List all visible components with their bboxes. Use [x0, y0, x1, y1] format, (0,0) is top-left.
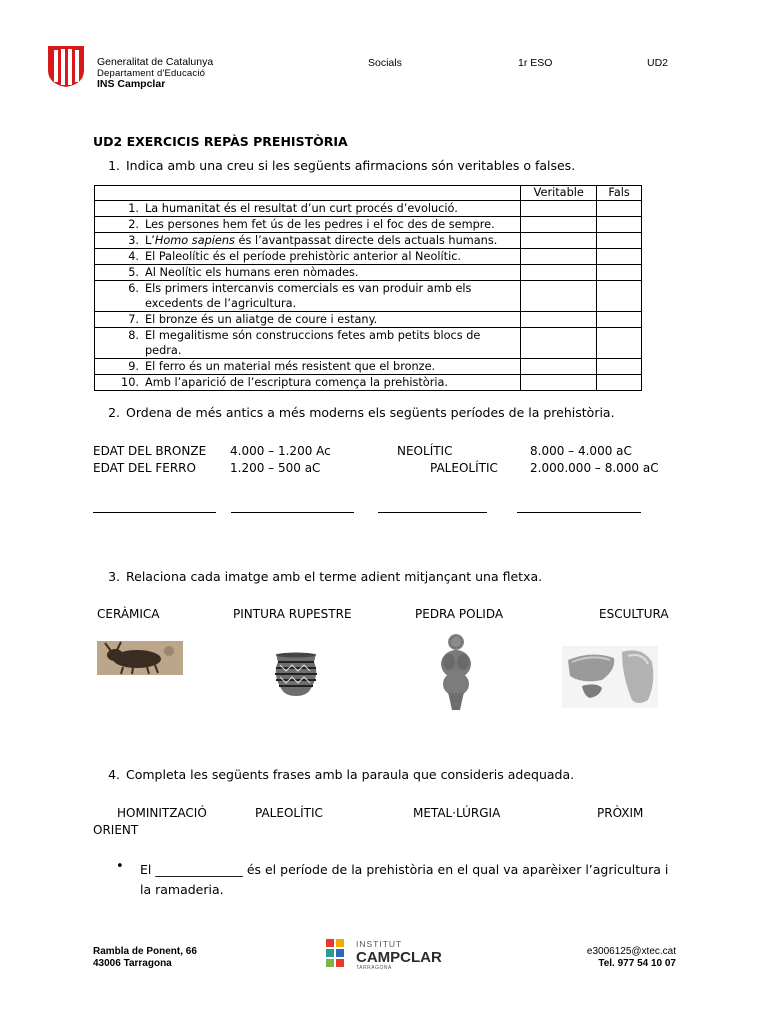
true-checkbox-cell[interactable]	[521, 281, 597, 312]
polished-stone-tools-image	[562, 646, 658, 708]
footer-contact	[520, 946, 676, 970]
row-statement: Amb l’aparició de l’escriptura comença la prehistòria.	[145, 376, 449, 389]
word-bank-item: METAL·LÚRGIA	[413, 806, 501, 820]
true-checkbox-cell[interactable]	[521, 375, 597, 391]
false-checkbox-cell[interactable]	[597, 359, 642, 375]
false-checkbox-cell[interactable]	[597, 217, 642, 233]
address-line-1: Rambla de Ponent, 66	[93, 946, 197, 957]
question-1	[93, 158, 575, 173]
answer-line[interactable]	[378, 512, 487, 513]
false-checkbox-cell[interactable]	[597, 233, 642, 249]
subject-label: Socials	[368, 57, 402, 69]
question-number: 1.	[108, 158, 120, 173]
question-number: 4.	[108, 767, 120, 782]
false-checkbox-cell[interactable]	[597, 281, 642, 312]
header-false: Fals	[597, 186, 642, 201]
word-bank-item: PRÒXIM	[597, 806, 644, 820]
table-row	[95, 265, 642, 281]
word-bank-item: HOMINITZACIÓ	[117, 806, 207, 820]
school-name: INS Campclar	[97, 78, 166, 90]
org-name: Generalitat de Catalunya	[97, 56, 214, 68]
footer-address	[93, 946, 197, 970]
row-number: 8.	[128, 329, 139, 342]
period-name: PALEOLÍTIC	[430, 461, 498, 475]
answer-line[interactable]	[93, 512, 216, 513]
logo-small-text: INSTITUT	[356, 939, 403, 949]
venus-figurine-image	[432, 632, 480, 712]
false-checkbox-cell[interactable]	[597, 328, 642, 359]
term-pintura-rupestre: PINTURA RUPESTRE	[233, 607, 352, 621]
row-number: 5.	[128, 266, 139, 279]
table-row	[95, 233, 642, 249]
period-dates: 4.000 – 1.200 Ac	[230, 444, 331, 458]
period-name: EDAT DEL BRONZE	[93, 444, 207, 458]
cave-painting-image	[97, 641, 183, 675]
question-number: 3.	[108, 569, 120, 584]
true-checkbox-cell[interactable]	[521, 233, 597, 249]
row-number: 10.	[121, 376, 139, 389]
question-text: Indica amb una creu si les següents afirmacions són veritables o falses.	[126, 158, 576, 173]
table-row	[95, 359, 642, 375]
table-row	[95, 201, 642, 217]
true-checkbox-cell[interactable]	[521, 328, 597, 359]
table-row	[95, 328, 642, 359]
true-checkbox-cell[interactable]	[521, 249, 597, 265]
logo-main-text: CAMPCLAR	[356, 949, 442, 966]
period-name: NEOLÍTIC	[397, 444, 453, 458]
institut-campclar-logo	[324, 937, 444, 971]
page-title: UD2 EXERCICIS REPÀS PREHISTÒRIA	[93, 134, 348, 149]
true-checkbox-cell[interactable]	[521, 201, 597, 217]
question-text: Relaciona cada imatge amb el terme adient mitjançant una fletxa.	[126, 569, 543, 584]
row-statement: Les persones hem fet ús de les pedres i el foc des de sempre.	[145, 218, 495, 231]
row-number: 1.	[128, 202, 139, 215]
ceramic-vessel-image	[270, 650, 322, 698]
row-number: 2.	[128, 218, 139, 231]
row-statement: La humanitat és el resultat d’un curt procés d’evolució.	[145, 202, 458, 215]
phone-number: Tel. 977 54 10 07	[598, 958, 676, 969]
row-statement: El bronze és un aliatge de coure i estany.	[145, 313, 378, 326]
question-number: 2.	[108, 405, 120, 420]
term-ceramica: CERÀMICA	[97, 607, 160, 621]
address-line-2: 43006 Tarragona	[93, 958, 172, 969]
true-checkbox-cell[interactable]	[521, 312, 597, 328]
question-4	[93, 767, 574, 782]
answer-line[interactable]	[517, 512, 641, 513]
row-number: 9.	[128, 360, 139, 373]
term-pedra-polida: PEDRA POLIDA	[415, 607, 504, 621]
row-statement: Al Neolític els humans eren nòmades.	[145, 266, 359, 279]
question-text: Completa les següents frases amb la paraula que consideris adequada.	[126, 767, 575, 782]
period-dates: 1.200 – 500 aC	[230, 461, 321, 475]
question-text: Ordena de més antics a més moderns els següents períodes de la prehistòria.	[126, 405, 615, 420]
answer-line[interactable]	[231, 512, 354, 513]
unit-label: UD2	[647, 57, 669, 69]
department-name: Departament d'Educació	[97, 68, 206, 79]
table-row	[95, 217, 642, 233]
question-2	[93, 405, 615, 420]
false-checkbox-cell[interactable]	[597, 249, 642, 265]
word-bank-item: ORIENT	[93, 823, 139, 837]
row-statement: El megalitisme són construccions fetes amb petits blocs de pedra.	[145, 329, 481, 357]
false-checkbox-cell[interactable]	[597, 265, 642, 281]
row-statement: El ferro és un material més resistent que el bronze.	[145, 360, 436, 373]
fill-in-sentence[interactable]: El ______________ és el període de la prehistòria en el qual va aparèixer l’agricultura i la ramaderia.	[140, 862, 669, 897]
row-statement: El Paleolític és el període prehistòric anterior al Neolític.	[145, 250, 462, 263]
false-checkbox-cell[interactable]	[597, 312, 642, 328]
header-true: Veritable	[521, 186, 597, 201]
bullet-icon: •	[116, 859, 124, 874]
true-false-table	[94, 185, 642, 391]
term-escultura: ESCULTURA	[599, 607, 669, 621]
word-bank-item: PALEOLÍTIC	[255, 806, 323, 820]
false-checkbox-cell[interactable]	[597, 375, 642, 391]
period-dates: 2.000.000 – 8.000 aC	[530, 461, 659, 475]
period-dates: 8.000 – 4.000 aC	[530, 444, 632, 458]
row-number: 6.	[128, 282, 139, 295]
period-name: EDAT DEL FERRO	[93, 461, 196, 475]
course-label: 1r ESO	[518, 57, 553, 69]
false-checkbox-cell[interactable]	[597, 201, 642, 217]
question-3	[93, 569, 542, 584]
row-number: 3.	[128, 234, 139, 247]
table-row	[95, 281, 642, 312]
row-number: 4.	[128, 250, 139, 263]
logo-sub-text: TARRAGONA	[356, 965, 392, 971]
email-link[interactable]: e3006125@xtec.cat	[586, 946, 676, 957]
table-row	[95, 375, 642, 391]
true-checkbox-cell[interactable]	[521, 265, 597, 281]
row-number: 7.	[128, 313, 139, 326]
true-checkbox-cell[interactable]	[521, 217, 597, 233]
table-row	[95, 312, 642, 328]
table-row	[95, 249, 642, 265]
org-block	[97, 57, 213, 90]
row-statement: Els primers intercanvis comercials es van produir amb els excedents de l’agricultura.	[145, 282, 472, 310]
generalitat-logo	[46, 44, 86, 88]
true-checkbox-cell[interactable]	[521, 359, 597, 375]
table-header-row	[95, 186, 642, 201]
header-empty-cell	[95, 186, 521, 201]
row-statement: L’Homo sapiens és l’avantpassat directe dels actuals humans.	[145, 234, 498, 247]
